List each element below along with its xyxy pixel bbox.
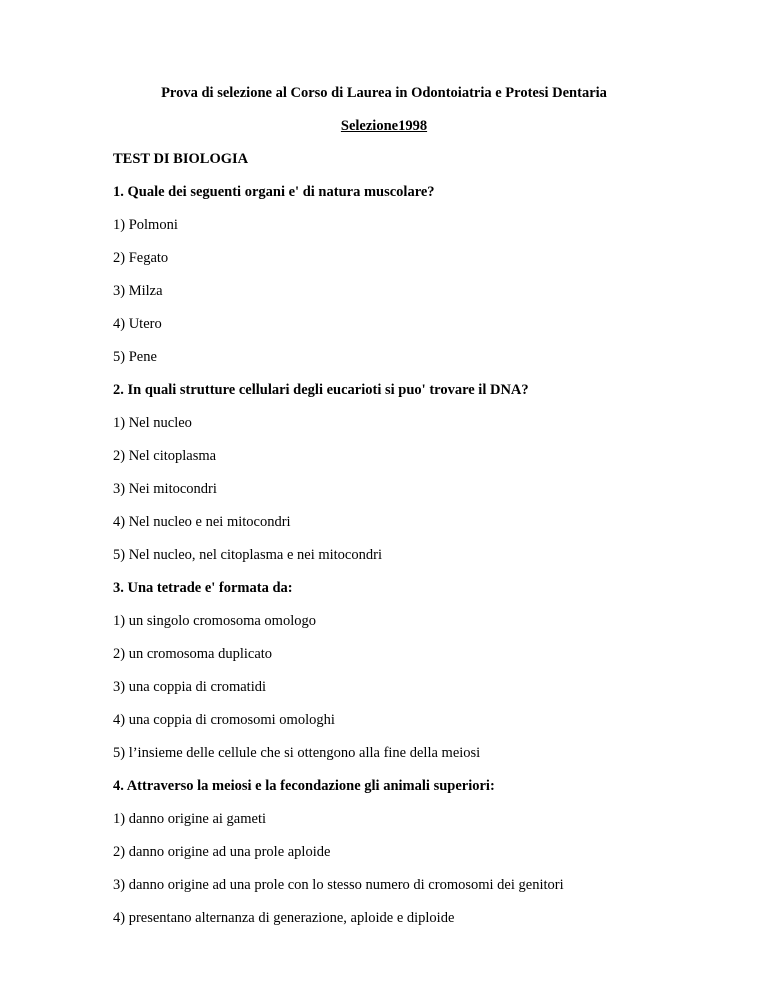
- answer-option: 1) Polmoni: [113, 217, 178, 233]
- document-title: Prova di selezione al Corso di Laurea in Odontoiatria e Protesi Dentaria: [161, 85, 607, 101]
- answer-option: 3) una coppia di cromatidi: [113, 679, 267, 695]
- answer-option: 3) Milza: [113, 283, 163, 299]
- answer-option: 3) danno origine ad una prole con lo stesso numero di cromosomi dei genitori: [113, 877, 564, 893]
- answer-option: 2) Fegato: [113, 250, 169, 266]
- question-list: [113, 184, 733, 943]
- answer-option: 1) Nel nucleo: [113, 415, 192, 431]
- question-2: [113, 382, 733, 580]
- answer-option: 2) Nel citoplasma: [113, 448, 217, 464]
- answer-option: 4) presentano alternanza di generazione, aploide e diploide: [113, 910, 455, 926]
- question-text: 2. In quali strutture cellulari degli eucarioti si puo' trovare il DNA?: [113, 382, 529, 398]
- answer-option: 3) Nei mitocondri: [113, 481, 217, 497]
- answer-option: 1) danno origine ai gameti: [113, 811, 267, 827]
- question-4: [113, 778, 733, 943]
- question-text: 1. Quale dei seguenti organi e' di natura muscolare?: [113, 184, 435, 200]
- answer-option: 5) Pene: [113, 349, 157, 365]
- answer-option: 5) l’insieme delle cellule che si ottengono alla fine della meiosi: [113, 745, 481, 761]
- question-text: 3. Una tetrade e' formata da:: [113, 580, 293, 596]
- answer-option: 2) danno origine ad una prole aploide: [113, 844, 331, 860]
- question-3: [113, 580, 733, 778]
- question-text: 4. Attraverso la meiosi e la fecondazione gli animali superiori:: [113, 778, 495, 794]
- answer-option: 2) un cromosoma duplicato: [113, 646, 273, 662]
- question-1: [113, 184, 733, 382]
- document-subtitle: Selezione1998: [340, 118, 428, 134]
- answer-option: 5) Nel nucleo, nel citoplasma e nei mitocondri: [113, 547, 382, 563]
- answer-option: 1) un singolo cromosoma omologo: [113, 613, 316, 629]
- section-title: TEST DI BIOLOGIA: [113, 151, 249, 167]
- answer-option: 4) una coppia di cromosomi omologhi: [113, 712, 335, 728]
- answer-option: 4) Nel nucleo e nei mitocondri: [113, 514, 291, 530]
- answer-option: 4) Utero: [113, 316, 162, 332]
